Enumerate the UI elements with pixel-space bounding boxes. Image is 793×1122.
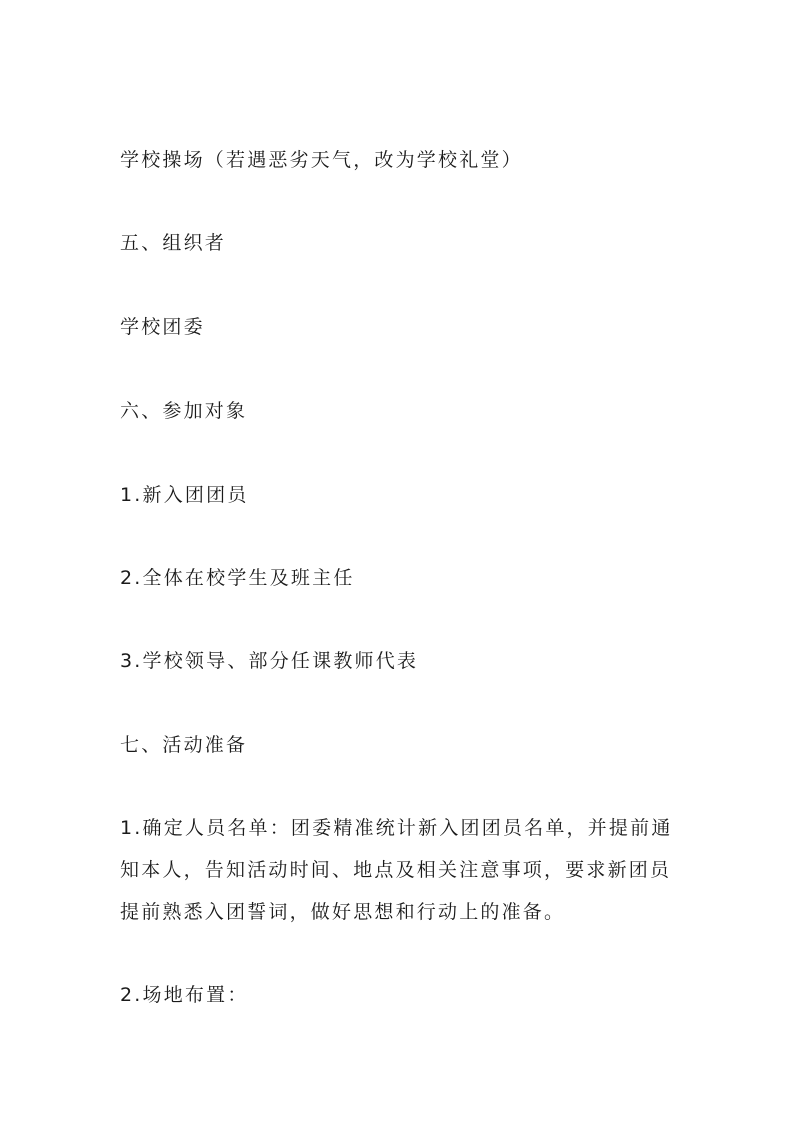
paragraph-line: 提前熟悉入团誓词，做好思想和行动上的准备。 xyxy=(120,901,566,923)
paragraph-line: 1.确定人员名单：团委精准统计新入团团员名单，并提前通 xyxy=(120,817,673,839)
venue-setup-heading: 2.场地布置： xyxy=(120,984,249,1006)
section-heading-participants: 六、参加对象 xyxy=(120,400,248,422)
paragraph-line: 知本人，告知活动时间、地点及相关注意事项，要求新团员 xyxy=(120,859,672,881)
section-heading-preparation: 七、活动准备 xyxy=(120,734,248,756)
organizer-text: 学校团委 xyxy=(120,316,205,338)
participant-item-1: 1.新入团团员 xyxy=(120,484,249,506)
preparation-paragraph-people xyxy=(120,814,680,940)
participant-item-3: 3.学校领导、部分任课教师代表 xyxy=(120,650,419,672)
section-heading-organizer: 五、组织者 xyxy=(120,232,227,254)
venue-location-text: 学校操场（若遇恶劣天气，改为学校礼堂） xyxy=(120,149,523,171)
participant-item-2: 2.全体在校学生及班主任 xyxy=(120,567,355,589)
